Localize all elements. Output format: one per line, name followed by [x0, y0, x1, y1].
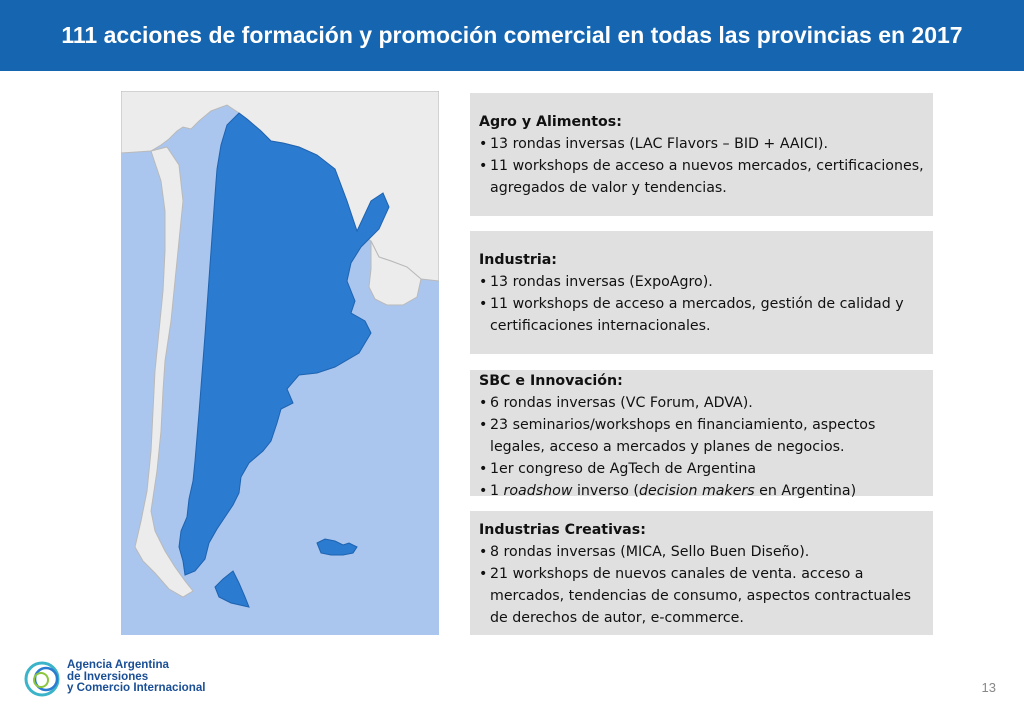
list-item: • 11 workshops de acceso a nuevos mercados, certificaciones, agregados de valor y tendencias.	[479, 158, 924, 196]
malvinas-islands	[317, 539, 357, 555]
section-title: Industria:	[479, 252, 557, 268]
list-item: • 13 rondas inversas (ExpoAgro).	[479, 274, 713, 290]
list-item: • 1 roadshow inverso (decision makers en Argentina)	[479, 483, 857, 499]
logo-circles-icon	[24, 657, 64, 701]
map-graphic	[121, 91, 439, 635]
header-bar	[0, 0, 1024, 71]
list-item: • 11 workshops de acceso a mercados, gestión de calidad y certificaciones internacionales.	[479, 296, 904, 334]
list-item: • 8 rondas inversas (MICA, Sello Buen Diseño).	[479, 544, 810, 560]
list-item: • 6 rondas inversas (VC Forum, ADVA).	[479, 395, 753, 411]
slide-title: 111 acciones de formación y promoción comercial en todas las provincias en 2017	[61, 22, 963, 48]
section-title: Industrias Creativas:	[479, 522, 646, 538]
section-industrias-creativas	[470, 511, 933, 635]
agency-logo	[24, 657, 224, 701]
list-item: • 23 seminarios/workshops en financiamiento, aspectos legales, acceso a mercados y planes de negocios.	[479, 417, 876, 455]
list-item: • 21 workshops de nuevos canales de venta. acceso a mercados, tendencias de consumo, aspectos contractuales de derechos de autor, e-commerce.	[479, 566, 912, 626]
section-industria	[470, 231, 933, 354]
section-agro	[470, 93, 933, 216]
tierra-del-fuego	[215, 571, 249, 607]
logo-text: Agencia Argentina de Inversiones y Comercio Internacional	[67, 658, 206, 695]
page-number: 13	[981, 680, 996, 695]
section-sbc-innovacion	[470, 370, 933, 499]
section-title: Agro y Alimentos:	[479, 114, 622, 130]
section-title: SBC e Innovación:	[479, 373, 623, 389]
argentina-map	[121, 91, 439, 635]
list-item: • 1er congreso de AgTech de Argentina	[479, 461, 757, 477]
list-item: • 13 rondas inversas (LAC Flavors – BID + AAICI).	[479, 136, 828, 152]
